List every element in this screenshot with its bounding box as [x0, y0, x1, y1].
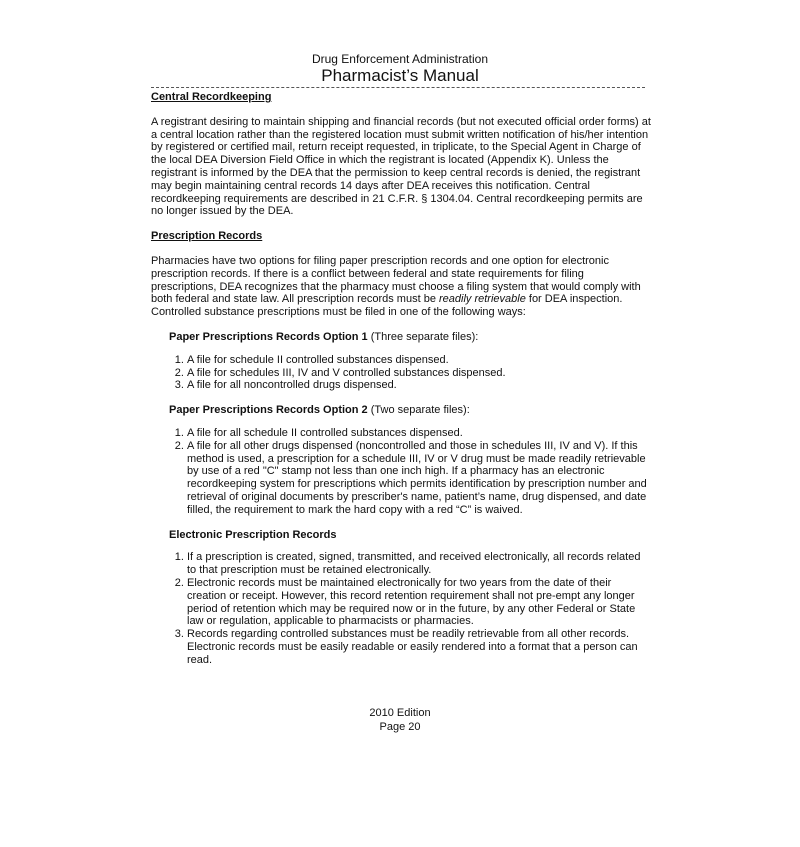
- central-recordkeeping-paragraph: A registrant desiring to maintain shipping and financial records (but not executed official order forms) at a central location rather than the registered location must submit written notification of his/her intention by registered or certified mail, return receipt requested, in triplicate, to the Special Agent in Charge of the local DEA Diversion Field Office in which the registrant is located (Appendix K). Unless the registrant is informed by the DEA that the permission to keep central records is denied, the registrant may begin maintaining central records 14 days after DEA receives this notification. Central recordkeeping requirements are described in 21 C.F.R. § 1304.04. Central recordkeeping permits are no longer issued by the DEA.: [151, 115, 651, 218]
- list-item: 2. Electronic records must be maintained electronically for two years from the date of their creation or receipt. However, this record retention requirement shall not pre-empt any longer period of retention which may be required now or in the future, by any other Federal or State law or regulation, applicable to pharmacists or pharmacies.: [187, 577, 651, 628]
- option1-heading: Paper Prescriptions Records Option 1 (Three separate files):: [169, 330, 479, 343]
- page-number: Page 20: [379, 721, 421, 733]
- edition-label: 2010 Edition: [369, 707, 431, 719]
- agency-name: Drug Enforcement Administration: [311, 52, 489, 66]
- list-item: 3. Records regarding controlled substances must be readily retrievable from all other records. Electronic records must be easily readable or easily rendered into a format that a person can read.: [187, 628, 651, 666]
- electronic-records-list: [151, 551, 651, 666]
- prescription-records-heading: Prescription Records: [151, 230, 263, 243]
- central-recordkeeping-heading: Central Recordkeeping: [151, 91, 272, 103]
- list-item: 2. A file for schedules III, IV and V controlled substances dispensed.: [187, 367, 651, 380]
- list-item: 1. A file for all schedule II controlled substances dispensed.: [187, 427, 651, 440]
- list-item: 2. A file for all other drugs dispensed (noncontrolled and those in schedules III, IV and V). If this method is used, a prescription for a schedule III, IV or V drug must be made readily retrievable by use of a red "C" stamp not less than one inch high. If a pharmacy has an electronic recordkeeping system for prescriptions which permits identification by prescription number and retrieval of original documents by prescriber's name, patient’s name, drug dispensed, and date filled, the requirement to mark the hard copy with a red “C” is waived.: [187, 440, 651, 517]
- list-item: 1. If a prescription is created, signed, transmitted, and received electronically, all records related to that prescription must be retained electronically.: [187, 551, 651, 577]
- header-divider: [151, 87, 645, 88]
- electronic-records-heading: Electronic Prescription Records: [169, 528, 337, 541]
- option2-heading: Paper Prescriptions Records Option 2 (Two separate files):: [169, 404, 470, 417]
- list-item: 1. A file for schedule II controlled substances dispensed.: [187, 354, 651, 367]
- list-item: 3. A file for all noncontrolled drugs dispensed.: [187, 379, 651, 392]
- manual-title: Pharmacist’s Manual: [321, 66, 479, 85]
- option2-list: [151, 427, 651, 517]
- prescription-records-paragraph: Pharmacies have two options for filing paper prescription records and one option for electronic prescription records. If there is a conflict between federal and state requirements for filing prescriptions, DEA recognizes that the pharmacy must choose a filing system that would comply with both federal and state law. All prescription records must be readily retrievable for DEA inspection. Controlled substance prescriptions must be filed in one of the following ways:: [151, 254, 641, 319]
- document-body: [151, 91, 651, 666]
- readily-retrievable-emphasis: readily retrievable: [439, 293, 526, 306]
- page-footer: [0, 706, 800, 734]
- page-header: [0, 52, 800, 86]
- option1-list: [151, 354, 651, 392]
